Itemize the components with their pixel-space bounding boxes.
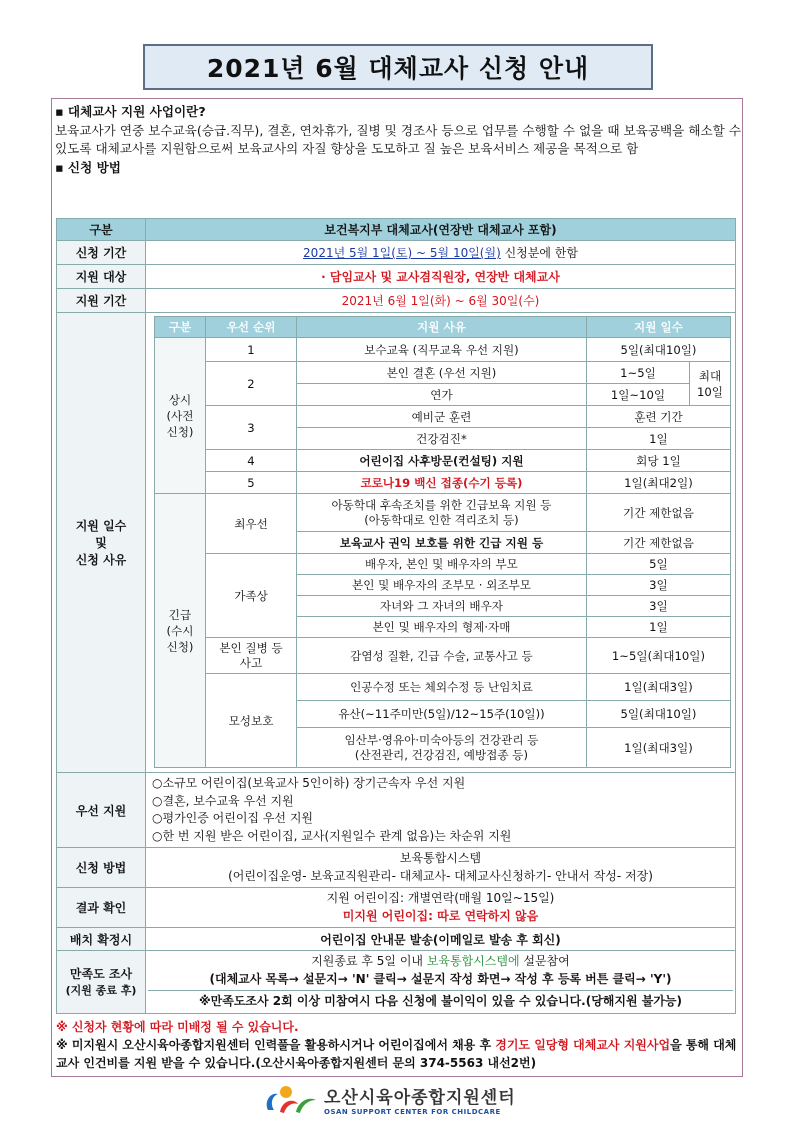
logo-english: OSAN SUPPORT CENTER FOR CHILDCARE: [324, 1107, 501, 1116]
days-label-line2: 및: [95, 536, 107, 550]
days-label-line3: 신청 사유: [75, 553, 127, 567]
t1-days: 기간 제한없음: [586, 494, 730, 532]
survey-label-line1: 만족도 조사: [69, 967, 133, 982]
m2-reason: 유산(~11주미만(5일)/12~15주(10일)): [297, 701, 587, 728]
period-suffix: 신청분에 한함: [500, 246, 578, 260]
inner-header-category: 구분: [155, 317, 206, 338]
r3a-reason: 예비군 훈련: [297, 406, 587, 428]
r2-rank: 2: [206, 362, 297, 406]
survey-label-line2: (지원 종료 후): [65, 984, 137, 998]
days-reason-label: [57, 313, 146, 773]
inner-header-rank: 우선 순위: [206, 317, 297, 338]
page-title: 2021년 6월 대체교사 신청 안내: [143, 44, 653, 90]
f1-days: 5일: [586, 554, 730, 575]
survey-line1-a: 지원종료 후 5일 이내: [311, 954, 427, 968]
assign-label: 배치 확정시: [57, 928, 146, 951]
intro-section: [55, 103, 741, 177]
assign-value: 어린이집 안내문 발송(이메일로 발송 후 회신): [146, 928, 736, 951]
r5-rank: 5: [206, 472, 297, 494]
survey-line1-c: 설문참여: [519, 954, 570, 968]
r3b-reason: 건강검진*: [297, 428, 587, 450]
survey-line1: [148, 953, 733, 971]
inner-header-days: 지원 일수: [586, 317, 730, 338]
t2-reason: 보육교사 권익 보호를 위한 긴급 지원 등: [297, 532, 587, 554]
support-period-value: 2021년 6월 1일(화) ~ 6월 30일(수): [146, 289, 736, 313]
note2-c: 을 통해 대체교사 인건비를 지원 받을 수 있습니다.(오산시육아종합지원센터 문의 374-5563 내선2번): [56, 1038, 737, 1070]
priority-list: [146, 773, 736, 848]
r5-reason: 코로나19 백신 접종(수기 등록): [297, 472, 587, 494]
top-priority-label: 최우선: [206, 494, 297, 554]
r2-max: 최대 10일: [690, 362, 731, 406]
maternity-label: 모성보호: [206, 674, 297, 768]
result-line1: 지원 어린이집: 개별연락(매월 10일~15일): [326, 891, 555, 905]
t2-days: 기간 제한없음: [586, 532, 730, 554]
f4-reason: 본인 및 배우자의 형제·자매: [297, 617, 587, 638]
survey-system-link: 보육통합시스템에: [426, 954, 520, 968]
priority-item: ○평가인증 어린이집 우선 지원: [152, 811, 314, 825]
inner-header-reason: 지원 사유: [297, 317, 587, 338]
period-cell: [146, 241, 736, 265]
r2a-days: 1~5일: [586, 362, 689, 384]
result-line2: 미지원 어린이집: 따로 연락하지 않음: [342, 908, 539, 923]
r2a-reason: 본인 결혼 (우선 지원): [297, 362, 587, 384]
f4-days: 1일: [586, 617, 730, 638]
m2-days: 5일(최대10일): [586, 701, 730, 728]
result-cell: [146, 888, 736, 928]
note-unassigned: ※ 신청자 현황에 따라 미배정 될 수 있습니다.: [56, 1020, 299, 1034]
target-value: · 담임교사 및 교사겸직원장, 연장반 대체교사: [146, 265, 736, 289]
application-table: [56, 218, 736, 1014]
survey-cell: [146, 951, 736, 1014]
r3-rank: 3: [206, 406, 297, 450]
i1-reason: 감염성 질환, 긴급 수술, 교통사고 등: [297, 638, 587, 674]
note2-a: ※ 미지원시 오산시육아종합지원센터 인력풀을 활용하시거나 어린이집에서 채용 후: [56, 1038, 496, 1052]
logo-name: 오산시육아종합지원센터: [324, 1087, 516, 1108]
i1-days: 1~5일(최대10일): [586, 638, 730, 674]
r2b-reason: 연가: [297, 384, 587, 406]
f3-days: 3일: [586, 596, 730, 617]
survey-label: [57, 951, 146, 1014]
r3a-days: 훈련 기간: [586, 406, 730, 428]
r1-days: 5일(최대10일): [586, 338, 730, 362]
apply-line1: 보육통합시스템: [399, 851, 482, 865]
apply-line2: (어린이집운영- 보육교직원관리- 대체교사- 대체교사신청하기- 안내서 작성- 저장): [228, 868, 653, 883]
f3-reason: 자녀와 그 자녀의 배우자: [297, 596, 587, 617]
note-unsupported: [56, 1036, 746, 1072]
r2b-days: 1일~10일: [586, 384, 689, 406]
m3-reason: 임산부·영유아·미숙아등의 건강관리 등 (산전관리, 건강검진, 예방접종 등): [297, 728, 587, 768]
r4-rank: 4: [206, 450, 297, 472]
f2-days: 3일: [586, 575, 730, 596]
period-value: 2021년 5월 1일(토) ~ 5월 10일(월): [303, 246, 501, 260]
days-reason-cell: [146, 313, 736, 773]
result-label: 결과 확인: [57, 888, 146, 928]
center-logo: [262, 1082, 516, 1116]
target-label: 지원 대상: [57, 265, 146, 289]
r3b-days: 1일: [586, 428, 730, 450]
priority-label: 우선 지원: [57, 773, 146, 848]
header-program: 보건복지부 대체교사(연장반 대체교사 포함): [146, 219, 736, 241]
apply-label: 신청 방법: [57, 848, 146, 888]
regular-label: 상시 (사전 신청): [155, 338, 206, 494]
intro-heading: ▪ 대체교사 지원 사업이란?: [55, 104, 206, 119]
reason-table: [154, 316, 731, 768]
urgent-label: 긴급 (수시 신청): [155, 494, 206, 768]
survey-note: ※만족도조사 2회 이상 미참여시 다음 신청에 불이익이 있을 수 있습니다.(당해지원 불가능): [148, 990, 733, 1011]
method-heading: ▪ 신청 방법: [55, 159, 121, 175]
header-category: 구분: [57, 219, 146, 241]
r1-rank: 1: [206, 338, 297, 362]
f1-reason: 배우자, 본인 및 배우자의 부모: [297, 554, 587, 575]
t1-reason: 아동학대 후속조치를 위한 긴급보육 지원 등 (아동학대로 인한 격리조치 등): [297, 494, 587, 532]
survey-line2: (대체교사 목록→ 설문지→ 'N' 클릭→ 설문지 작성 화면→ 작성 후 등록 버튼 클릭→ 'Y'): [209, 971, 672, 986]
m1-reason: 인공수정 또는 체외수정 등 난임치료: [297, 674, 587, 701]
r4-days: 회당 1일: [586, 450, 730, 472]
period-label: 신청 기간: [57, 241, 146, 265]
family-label: 가족상: [206, 554, 297, 638]
intro-body: 보육교사가 연중 보수교육(승급.직무), 결혼, 연차휴가, 질병 및 경조사 등으로 업무를 수행할 수 없을 때 보육공백을 해소할 수 있도록 대체교사를 지원함으로써 보육교사의 자질 향상을 도모하고 질 높은 보육서비스 제공을 목적으로 함: [55, 122, 742, 157]
m1-days: 1일(최대3일): [586, 674, 730, 701]
note2-program: 경기도 일당형 대체교사 지원사업: [495, 1038, 671, 1052]
priority-item: ○결혼, 보수교육 우선 지원: [152, 793, 294, 808]
priority-item: ○한 번 지원 받은 어린이집, 교사(지원일수 관계 없음)는 차순위 지원: [152, 828, 512, 843]
notes-section: [56, 1018, 746, 1072]
r1-reason: 보수교육 (직무교육 우선 지원): [297, 338, 587, 362]
r4-reason: 어린이집 사후방문(컨설팅) 지원: [297, 450, 587, 472]
r5-days: 1일(최대2일): [586, 472, 730, 494]
m3-days: 1일(최대3일): [586, 728, 730, 768]
priority-item: ○소규모 어린이집(보육교사 5인이하) 장기근속자 우선 지원: [152, 776, 466, 790]
apply-cell: [146, 848, 736, 888]
f2-reason: 본인 및 배우자의 조부모 · 외조부모: [297, 575, 587, 596]
illness-label: 본인 질병 등 사고: [206, 638, 297, 674]
days-label-line1: 지원 일수: [75, 519, 127, 533]
logo-mark-icon: [262, 1082, 320, 1116]
support-period-label: 지원 기간: [57, 289, 146, 313]
